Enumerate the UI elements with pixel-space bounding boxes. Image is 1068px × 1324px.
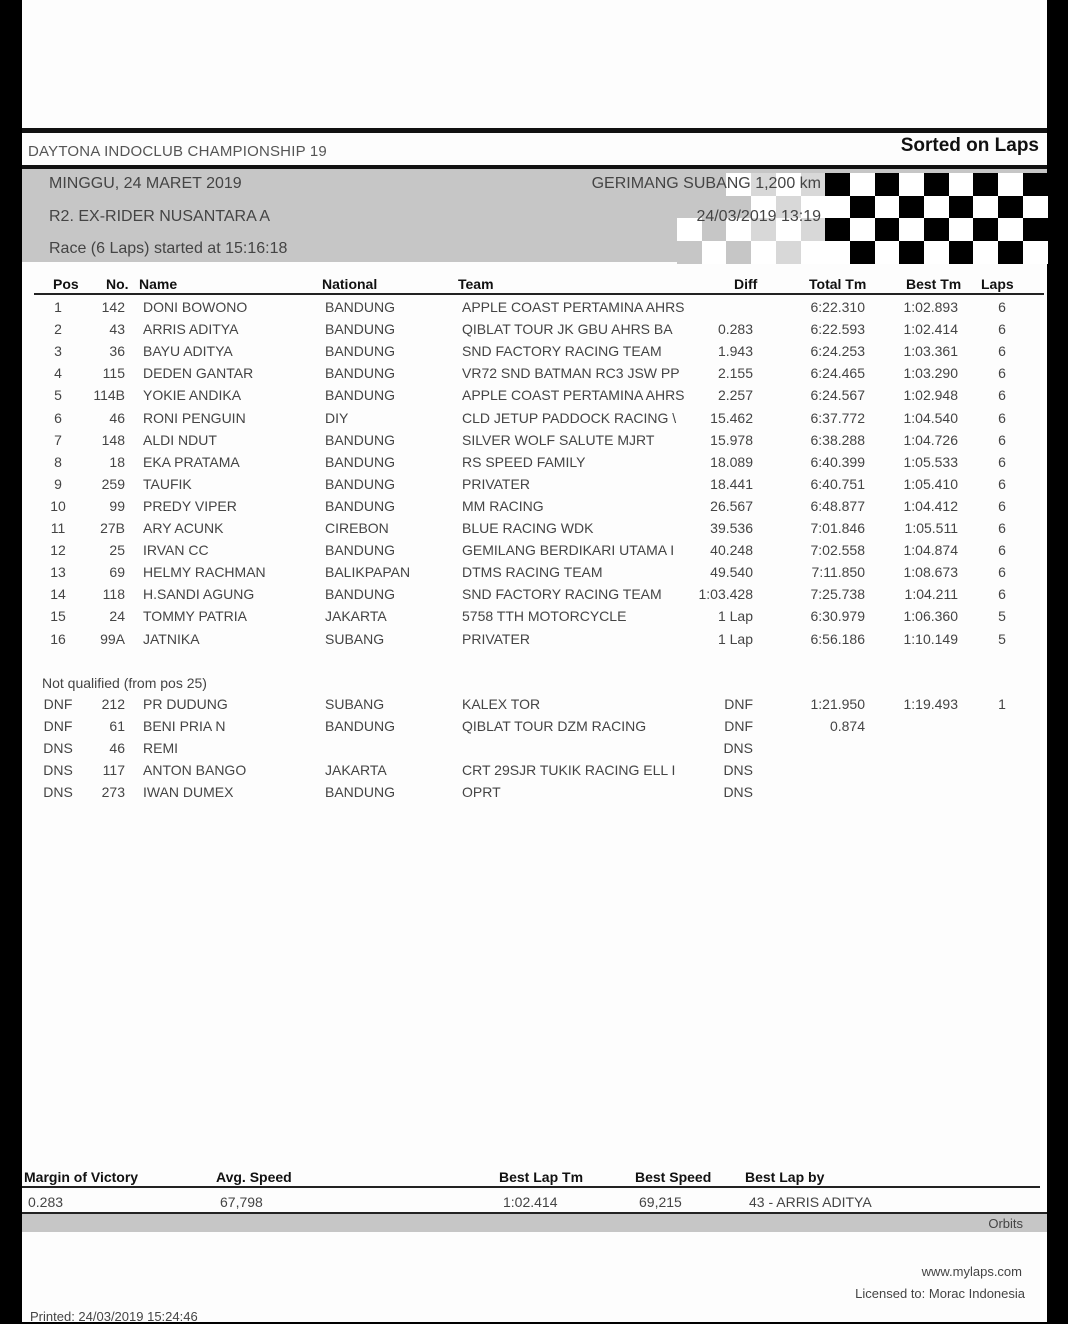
table-row (22, 631, 1047, 651)
cell-diff: 39.536 (710, 520, 753, 536)
cell-name: BENI PRIA N (143, 718, 226, 734)
event-header-band (22, 165, 1047, 262)
cell-pos: 6 (54, 409, 62, 426)
col-best: Best Tm (906, 276, 962, 292)
cell-pos: 13 (50, 564, 66, 581)
cell-national: BALIKPAPAN (325, 564, 411, 581)
cell-diff: DNF (724, 718, 753, 734)
cell-diff: 15.978 (710, 431, 753, 448)
cell-total: 6:38.288 (810, 431, 865, 448)
flag-square (850, 196, 875, 219)
cell-national: BANDUNG (325, 784, 396, 800)
cell-no: 259 (101, 475, 125, 492)
cell-name: PR DUDUNG (143, 696, 228, 712)
cell-name: H.SANDI AGUNG (143, 586, 255, 603)
cell-total: 6:37.772 (810, 409, 865, 426)
flag-square (1023, 173, 1048, 196)
best-lap-by-label: Best Lap by (745, 1169, 825, 1185)
cell-name: ARRIS ADITYA (143, 321, 239, 338)
cell-best: 1:02.414 (903, 321, 958, 338)
cell-national: JAKARTA (325, 762, 387, 778)
cell-total: 7:11.850 (811, 564, 865, 581)
table-row (22, 476, 1047, 496)
cell-pos: 3 (54, 343, 62, 360)
cell-team: QIBLAT TOUR JK GBU AHRS BA (462, 321, 673, 338)
cell-laps: 6 (998, 564, 1006, 581)
cell-diff: DNS (723, 762, 753, 778)
cell-national: BANDUNG (325, 497, 396, 514)
cell-laps: 5 (998, 630, 1006, 647)
flag-square (973, 173, 998, 196)
cell-team: QIBLAT TOUR DZM RACING (462, 718, 647, 734)
table-row (22, 365, 1047, 385)
cell-team: VR72 SND BATMAN RC3 JSW PP (462, 365, 680, 382)
flag-square (677, 241, 702, 264)
avg-speed-label: Avg. Speed (216, 1169, 292, 1185)
cell-team: GEMILANG BERDIKARI UTAMA I (462, 542, 675, 559)
cell-no: 118 (102, 586, 125, 603)
table-row (22, 718, 1047, 738)
cell-pos: DNF (43, 696, 73, 712)
cell-no: 61 (109, 718, 125, 734)
table-row (22, 520, 1047, 540)
cell-diff: 1.943 (717, 343, 753, 360)
cell-no: 27B (100, 520, 125, 536)
cell-laps: 6 (998, 453, 1006, 470)
flag-square (850, 241, 875, 264)
cell-laps: 6 (998, 586, 1006, 603)
cell-best: 1:02.948 (903, 387, 958, 404)
flag-square (825, 196, 850, 219)
cell-best: 1:04.540 (903, 409, 958, 426)
cell-national: DIY (325, 409, 349, 426)
cell-best: 1:04.211 (904, 586, 958, 603)
cell-best: 1:04.412 (903, 497, 958, 514)
cell-no: 115 (102, 365, 125, 382)
cell-no: 99A (100, 630, 125, 647)
cell-pos: 11 (50, 520, 66, 536)
cell-name: RONI PENGUIN (143, 409, 246, 426)
cell-total: 6:56.186 (810, 630, 865, 647)
cell-national: BANDUNG (325, 365, 396, 382)
margin-value: 0.283 (28, 1194, 64, 1210)
cell-laps: 1 (998, 696, 1006, 712)
table-row (22, 696, 1047, 716)
cell-name: REMI (143, 740, 178, 756)
table-row (22, 740, 1047, 760)
cell-best: 1:06.360 (903, 608, 958, 625)
flag-square (998, 196, 1023, 219)
footer-rule (22, 1186, 1040, 1188)
cell-laps: 6 (998, 475, 1006, 492)
cell-laps: 6 (998, 542, 1006, 559)
cell-best: 1:08.673 (903, 564, 958, 581)
cell-diff: DNF (724, 696, 753, 712)
flag-square (801, 241, 826, 264)
flag-square (875, 173, 900, 196)
cell-best: 1:05.533 (903, 453, 958, 470)
cell-best: 1:19.493 (903, 696, 958, 712)
cell-no: 117 (102, 762, 125, 778)
flag-square (924, 196, 949, 219)
cell-best: 1:04.726 (903, 431, 958, 448)
cell-diff: 18.441 (710, 475, 753, 492)
cell-team: CRT 29SJR TUKIK RACING ELL I (462, 762, 676, 778)
license-label: Licensed to: Morac Indonesia (855, 1286, 1025, 1301)
col-team: Team (458, 276, 494, 292)
cell-national: BANDUNG (325, 343, 396, 360)
cell-name: TOMMY PATRIA (143, 608, 247, 625)
cell-no: 148 (101, 431, 125, 448)
cell-diff: 26.567 (710, 497, 753, 514)
cell-name: ALDI NDUT (143, 431, 217, 448)
results-sheet (22, 0, 1047, 1322)
cell-diff: 1:03.428 (698, 586, 753, 603)
table-row (22, 432, 1047, 452)
flag-square (924, 173, 949, 196)
cell-no: 114B (93, 387, 125, 404)
cell-pos: 15 (50, 608, 66, 625)
flag-square (751, 241, 776, 264)
cell-total: 6:24.465 (810, 365, 865, 382)
cell-total: 6:24.567 (810, 387, 865, 404)
cell-laps: 6 (998, 520, 1006, 536)
flag-square (850, 173, 875, 196)
cell-total: 6:40.399 (810, 453, 865, 470)
table-row (22, 498, 1047, 518)
cell-best: 1:05.410 (903, 475, 958, 492)
flag-square (924, 241, 949, 264)
flag-square (949, 173, 974, 196)
flag-square (702, 241, 727, 264)
cell-no: 142 (101, 299, 125, 315)
cell-national: SUBANG (325, 630, 385, 647)
cell-team: BLUE RACING WDK (462, 520, 594, 536)
championship-title: DAYTONA INDOCLUB CHAMPIONSHIP 19 (28, 143, 327, 160)
table-row (22, 454, 1047, 474)
cell-name: PREDY VIPER (143, 497, 237, 514)
cell-team: SND FACTORY RACING TEAM (462, 343, 662, 360)
cell-diff: 15.462 (710, 409, 753, 426)
cell-best: 1:03.361 (903, 343, 958, 360)
not-qualified-label: Not qualified (from pos 25) (42, 675, 207, 691)
cell-best: 1:10.149 (903, 630, 958, 647)
cell-name: EKA PRATAMA (143, 453, 240, 470)
cell-pos: 7 (54, 431, 62, 448)
flag-square (949, 218, 974, 241)
cell-pos: 14 (50, 586, 66, 603)
cell-diff: 18.089 (710, 453, 753, 470)
cell-pos: 2 (54, 321, 62, 338)
cell-team: OPRT (462, 784, 501, 800)
flag-square (973, 241, 998, 264)
flag-square (924, 218, 949, 241)
cell-team: CLD JETUP PADDOCK RACING \ (462, 409, 677, 426)
cell-team: PRIVATER (462, 475, 530, 492)
cell-name: JATNIKA (143, 630, 200, 647)
cell-no: 43 (109, 321, 125, 338)
cell-no: 25 (109, 542, 125, 559)
track-name: GERIMANG SUBANG 1,200 km (591, 175, 821, 192)
cell-laps: 6 (998, 321, 1006, 338)
cell-no: 24 (109, 608, 125, 625)
cell-pos: 16 (50, 630, 66, 647)
table-row (22, 608, 1047, 628)
cell-team: RS SPEED FAMILY (462, 453, 586, 470)
cell-no: 46 (109, 740, 125, 756)
flag-square (875, 218, 900, 241)
event-date: MINGGU, 24 MARET 2019 (49, 175, 242, 192)
flag-square (875, 196, 900, 219)
cell-total: 0.874 (829, 718, 865, 734)
col-total: Total Tm (809, 276, 867, 292)
cell-no: 36 (109, 343, 125, 360)
flag-square (1023, 196, 1048, 219)
cell-pos: DNS (43, 784, 73, 800)
cell-total: 6:24.253 (810, 343, 865, 360)
race-info: Race (6 Laps) started at 15:16:18 (49, 240, 288, 257)
orbits-label: Orbits (988, 1216, 1023, 1231)
cell-national: BANDUNG (325, 321, 396, 338)
best-speed-label: Best Speed (635, 1169, 712, 1185)
flag-square (875, 241, 900, 264)
cell-national: BANDUNG (325, 586, 396, 603)
flag-square (998, 173, 1023, 196)
cell-diff: 1 Lap (717, 608, 753, 625)
cell-laps: 6 (998, 365, 1006, 382)
cell-national: CIREBON (325, 520, 389, 536)
cell-national: SUBANG (325, 696, 385, 712)
cell-total: 7:01.846 (810, 520, 865, 536)
cell-name: HELMY RACHMAN (143, 564, 266, 581)
flag-square (899, 241, 924, 264)
cell-laps: 6 (998, 431, 1006, 448)
cell-laps: 6 (998, 299, 1006, 315)
cell-pos: 1 (54, 299, 62, 315)
flag-square (825, 218, 850, 241)
best-lap-label: Best Lap Tm (499, 1169, 584, 1185)
table-row (22, 784, 1047, 804)
cell-team: SND FACTORY RACING TEAM (462, 586, 662, 603)
cell-no: 18 (109, 453, 125, 470)
table-row (22, 762, 1047, 782)
col-name: Name (139, 276, 178, 292)
cell-best: 1:04.874 (903, 542, 958, 559)
cell-no: 46 (109, 409, 125, 426)
flag-square (949, 196, 974, 219)
flag-square (899, 196, 924, 219)
cell-national: BANDUNG (325, 542, 396, 559)
website-label: www.mylaps.com (921, 1264, 1022, 1279)
top-rule (22, 128, 1047, 133)
cell-pos: DNS (43, 762, 73, 778)
cell-pos: DNS (43, 740, 73, 756)
cell-name: BAYU ADITYA (143, 343, 233, 360)
flag-square (998, 241, 1023, 264)
cell-national: BANDUNG (325, 475, 396, 492)
race-name: R2. EX-RIDER NUSANTARA A (49, 208, 271, 225)
cell-national: BANDUNG (325, 453, 396, 470)
cell-no: 69 (109, 564, 125, 581)
col-no: No. (106, 276, 129, 292)
cell-diff: 40.248 (710, 542, 753, 559)
cell-no: 212 (101, 696, 125, 712)
cell-diff: 0.283 (717, 321, 753, 338)
table-row (22, 542, 1047, 562)
flag-square (726, 241, 751, 264)
cell-pos: 8 (54, 453, 62, 470)
cell-laps: 6 (998, 343, 1006, 360)
table-row (22, 343, 1047, 363)
cell-total: 7:25.738 (810, 586, 865, 603)
flag-square (998, 218, 1023, 241)
report-time: 24/03/2019 13:19 (696, 208, 821, 225)
cell-team: APPLE COAST PERTAMINA AHRS (462, 387, 685, 404)
cell-no: 273 (101, 784, 125, 800)
col-national: National (322, 276, 378, 292)
cell-total: 6:48.877 (810, 497, 865, 514)
best-speed-value: 69,215 (639, 1194, 682, 1210)
col-diff: Diff (734, 276, 758, 292)
cell-name: ARY ACUNK (143, 520, 224, 536)
cell-name: TAUFIK (143, 475, 192, 492)
margin-label: Margin of Victory (24, 1169, 139, 1185)
cell-best: 1:05.511 (904, 520, 958, 536)
cell-diff: 49.540 (710, 564, 753, 581)
flag-square (899, 218, 924, 241)
col-pos: Pos (53, 276, 79, 292)
cell-name: DONI BOWONO (143, 299, 248, 315)
cell-team: APPLE COAST PERTAMINA AHRS (462, 299, 685, 315)
cell-national: BANDUNG (325, 431, 396, 448)
flag-square (949, 241, 974, 264)
cell-total: 6:22.310 (810, 299, 865, 315)
cell-no: 99 (109, 497, 125, 514)
cell-diff: 2.257 (717, 387, 753, 404)
cell-name: IWAN DUMEX (143, 784, 234, 800)
flag-square (776, 241, 801, 264)
cell-pos: 4 (54, 365, 62, 382)
flag-square (850, 218, 875, 241)
printed-label: Printed: 24/03/2019 15:24:46 (30, 1309, 198, 1324)
cell-name: ANTON BANGO (143, 762, 247, 778)
cell-total: 6:30.979 (810, 608, 865, 625)
cell-team: DTMS RACING TEAM (462, 564, 603, 581)
sort-label: Sorted on Laps (900, 135, 1039, 156)
cell-national: BANDUNG (325, 299, 396, 315)
cell-name: DEDEN GANTAR (143, 365, 254, 382)
cell-name: YOKIE ANDIKA (143, 387, 242, 404)
flag-square (899, 173, 924, 196)
flag-square (1023, 218, 1048, 241)
cell-national: JAKARTA (325, 608, 387, 625)
cell-total: 7:02.558 (810, 542, 865, 559)
cell-diff: 1 Lap (717, 630, 753, 647)
cell-laps: 6 (998, 497, 1006, 514)
table-row (22, 564, 1047, 584)
flag-square (1023, 241, 1048, 264)
table-row (22, 299, 1047, 319)
cell-laps: 6 (998, 409, 1006, 426)
cell-pos: 10 (50, 497, 66, 514)
cell-team: KALEX TOR (462, 696, 541, 712)
header-rule (34, 293, 1044, 295)
cell-total: 6:22.593 (810, 321, 865, 338)
cell-laps: 6 (998, 387, 1006, 404)
cell-diff: DNS (723, 740, 753, 756)
cell-laps: 5 (998, 608, 1006, 625)
cell-team: PRIVATER (462, 630, 530, 647)
cell-diff: 2.155 (717, 365, 753, 382)
table-row (22, 387, 1047, 407)
footer-band (22, 1212, 1047, 1232)
table-row (22, 321, 1047, 341)
cell-team: 5758 TTH MOTORCYCLE (462, 608, 627, 625)
best-lap-value: 1:02.414 (503, 1194, 558, 1210)
cell-pos: 12 (50, 542, 66, 559)
cell-name: IRVAN CC (143, 542, 209, 559)
table-row (22, 586, 1047, 606)
flag-square (825, 173, 850, 196)
cell-total: 1:21.950 (810, 696, 865, 712)
cell-diff: DNS (723, 784, 753, 800)
cell-best: 1:02.893 (903, 299, 958, 315)
col-laps: Laps (981, 276, 1014, 292)
cell-team: SILVER WOLF SALUTE MJRT (462, 431, 655, 448)
cell-best: 1:03.290 (903, 365, 958, 382)
avg-speed-value: 67,798 (220, 1194, 263, 1210)
cell-national: BANDUNG (325, 718, 396, 734)
flag-square (973, 218, 998, 241)
flag-square (825, 241, 850, 264)
cell-pos: 5 (54, 387, 62, 404)
cell-team: MM RACING (462, 497, 544, 514)
cell-pos: 9 (54, 475, 62, 492)
cell-national: BANDUNG (325, 387, 396, 404)
flag-square (973, 196, 998, 219)
best-lap-by-value: 43 - ARRIS ADITYA (749, 1194, 872, 1210)
cell-total: 6:40.751 (810, 475, 865, 492)
table-row (22, 410, 1047, 430)
cell-pos: DNF (43, 718, 73, 734)
